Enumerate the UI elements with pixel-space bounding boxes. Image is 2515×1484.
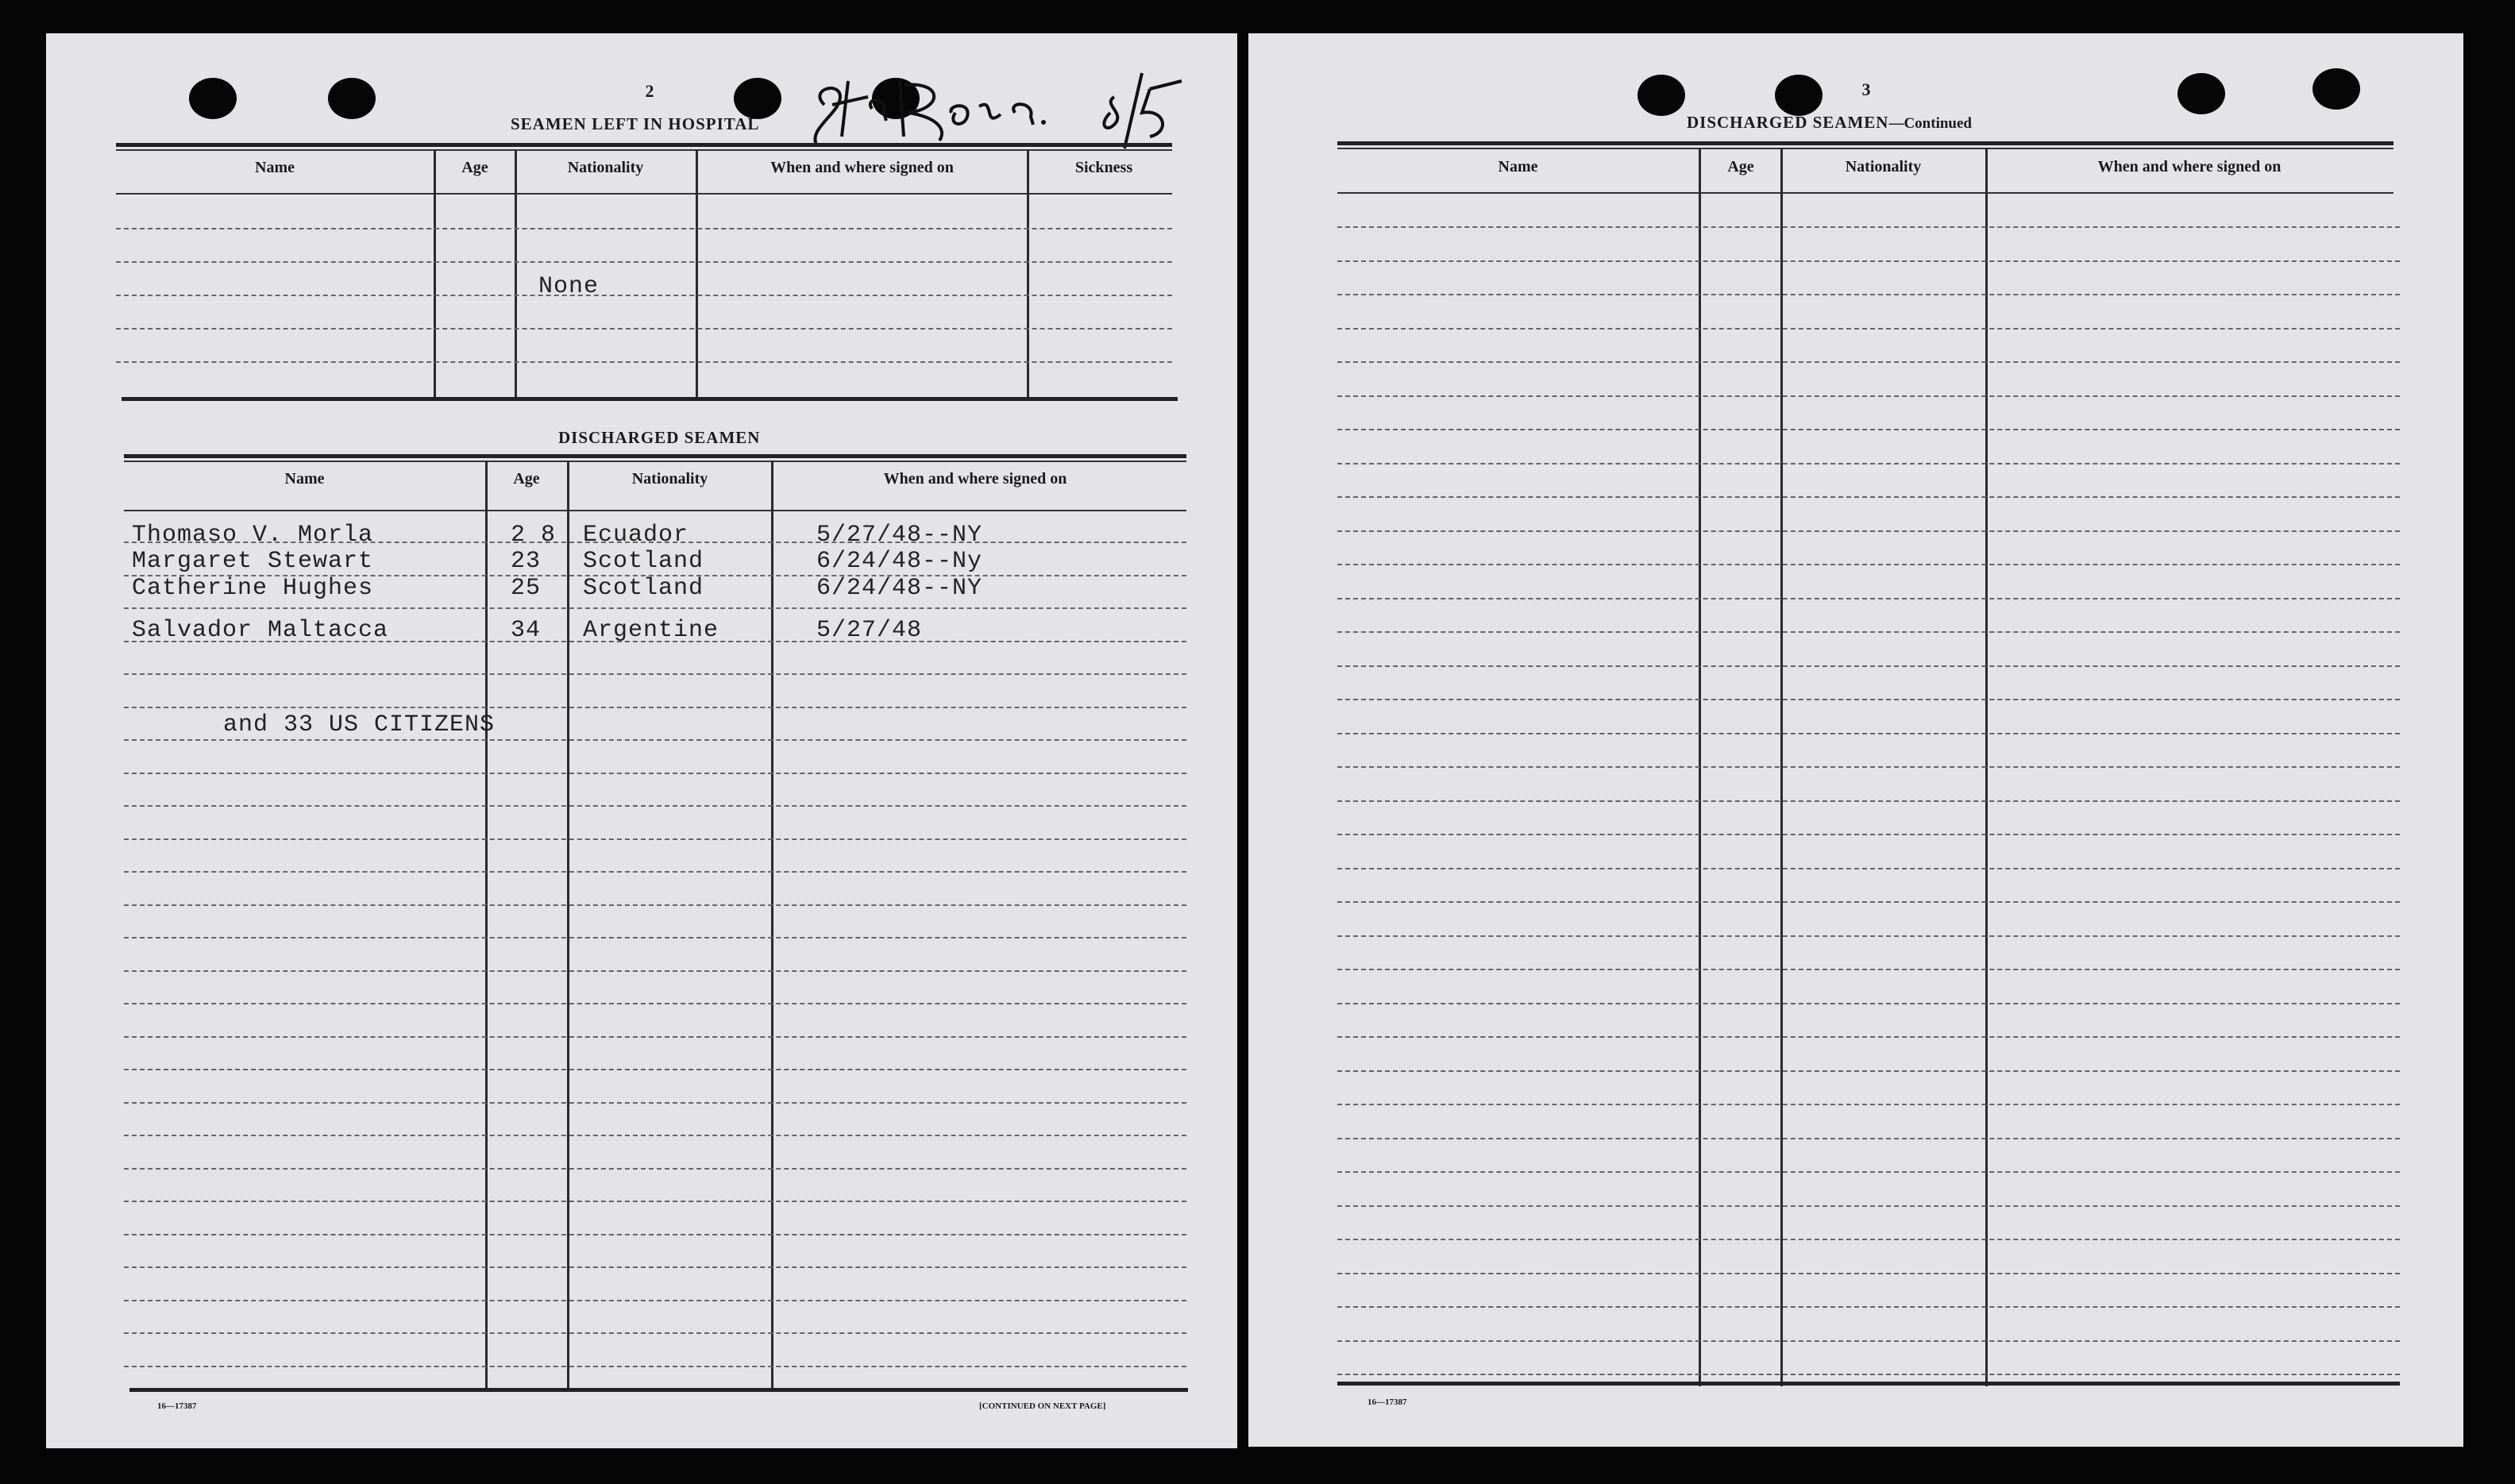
column-divider xyxy=(771,461,773,1391)
column-divider xyxy=(567,461,569,1391)
punch-hole xyxy=(189,78,237,119)
form-number: 16—17387 xyxy=(157,1401,197,1411)
column-header-sickness: Sickness xyxy=(1074,159,1133,176)
ruled-line xyxy=(1337,1205,2400,1207)
ruled-line xyxy=(1337,1374,2400,1375)
table-rule xyxy=(1337,1382,2400,1386)
column-header-name: Name xyxy=(284,470,325,488)
punch-hole xyxy=(734,78,781,119)
ruled-line xyxy=(1337,1273,2400,1274)
column-header-signed-on: When and where signed on xyxy=(883,470,1067,488)
table-rule xyxy=(1337,148,2393,149)
ruled-line xyxy=(124,1003,1186,1004)
table-rule xyxy=(116,193,1172,195)
ruled-line xyxy=(1337,429,2400,430)
column-header-nationality: Nationality xyxy=(567,159,644,176)
column-header-name: Name xyxy=(1498,158,1538,175)
table-rule xyxy=(122,397,1178,401)
cell-name: Margaret Stewart xyxy=(132,548,374,575)
cell-nationality: Scotland xyxy=(583,548,704,575)
ruled-line xyxy=(124,1266,1186,1268)
ruled-line xyxy=(124,607,1186,609)
table-rule xyxy=(1337,141,2393,145)
column-header-age: Age xyxy=(513,470,540,488)
ruled-line xyxy=(124,937,1186,939)
cell-age: 34 xyxy=(511,617,542,644)
table-rule xyxy=(116,149,1172,151)
ruled-line xyxy=(116,361,1172,363)
cell-signed-on: 5/27/48--NY xyxy=(816,522,983,549)
column-divider xyxy=(485,461,488,1391)
heading-main: DISCHARGED SEAMEN xyxy=(1687,113,1889,132)
ruled-line xyxy=(1337,733,2400,734)
ruled-line xyxy=(124,1300,1186,1301)
page-number: 2 xyxy=(645,81,654,101)
ruled-line xyxy=(1337,1070,2400,1072)
table-rule xyxy=(124,510,1186,511)
ruled-line xyxy=(1337,665,2400,667)
ruled-line xyxy=(1337,935,2400,937)
table-rule xyxy=(129,1388,1188,1392)
ruled-line xyxy=(124,773,1186,774)
heading-suffix: —Continued xyxy=(1888,115,1972,132)
left-page xyxy=(46,33,1237,1448)
ruled-line xyxy=(1337,766,2400,768)
ruled-line xyxy=(1337,834,2400,835)
ruled-line xyxy=(1337,361,2400,363)
ruled-line xyxy=(1337,496,2400,498)
page-number: 3 xyxy=(1861,79,1871,99)
cell-signed-on: 6/24/48--NY xyxy=(816,575,983,602)
ruled-line xyxy=(1337,1239,2400,1240)
hospital-entry: None xyxy=(538,273,600,300)
cell-nationality: Argentine xyxy=(583,617,719,644)
table-rule xyxy=(124,461,1186,462)
ruled-line xyxy=(1337,901,2400,903)
ruled-line xyxy=(124,1168,1186,1170)
ruled-line xyxy=(1337,226,2400,228)
ruled-line xyxy=(1337,1171,2400,1173)
ruled-line xyxy=(116,295,1172,296)
ruled-line xyxy=(124,1201,1186,1202)
ruled-line xyxy=(1337,463,2400,464)
ruled-line xyxy=(124,838,1186,840)
ruled-line xyxy=(116,328,1172,330)
cell-age: 25 xyxy=(511,575,542,602)
table-rule xyxy=(1337,192,2393,194)
cell-name: Catherine Hughes xyxy=(132,575,374,602)
cell-nationality: Scotland xyxy=(583,575,704,602)
punch-hole xyxy=(1775,75,1823,116)
column-header-name: Name xyxy=(255,159,295,176)
ruled-line xyxy=(1337,598,2400,599)
ruled-line xyxy=(1337,395,2400,397)
discharged-heading: DISCHARGED SEAMEN xyxy=(558,428,761,447)
ruled-line xyxy=(124,707,1186,708)
cell-signed-on: 6/24/48--Ny xyxy=(816,548,983,575)
ruled-line xyxy=(124,970,1186,972)
ruled-line xyxy=(1337,969,2400,970)
ruled-line xyxy=(1337,530,2400,532)
ruled-line xyxy=(1337,1306,2400,1308)
ruled-line xyxy=(1337,294,2400,295)
ruled-line xyxy=(124,739,1186,741)
ruled-line xyxy=(1337,1104,2400,1105)
ruled-line xyxy=(1337,564,2400,565)
cell-age: 2 8 xyxy=(511,522,557,549)
ruled-line xyxy=(124,1135,1186,1136)
ruled-line xyxy=(1337,260,2400,262)
ruled-line xyxy=(124,871,1186,873)
discharged-continued-heading xyxy=(1687,113,1972,133)
ruled-line xyxy=(124,1234,1186,1235)
ruled-line xyxy=(1337,699,2400,700)
column-header-signed-on: When and where signed on xyxy=(2097,158,2282,175)
cell-name: Salvador Maltacca xyxy=(132,617,389,644)
ruled-line xyxy=(116,228,1172,229)
punch-hole xyxy=(2312,68,2360,110)
hospital-heading: SEAMEN LEFT IN HOSPITAL xyxy=(511,114,760,133)
cell-nationality: Ecuador xyxy=(583,522,689,549)
table-rule xyxy=(116,143,1172,147)
ruled-line xyxy=(124,1366,1186,1367)
ruled-line xyxy=(1337,1036,2400,1038)
cell-signed-on: 5/27/48 xyxy=(816,617,923,644)
column-header-signed-on: When and where signed on xyxy=(770,159,954,176)
ruled-line xyxy=(124,1036,1186,1038)
punch-hole xyxy=(1637,75,1685,116)
ruled-line xyxy=(124,1069,1186,1070)
column-header-nationality: Nationality xyxy=(631,470,708,488)
ruled-line xyxy=(116,261,1172,263)
ruled-line xyxy=(1337,1003,2400,1004)
continued-note: [CONTINUED ON NEXT PAGE] xyxy=(979,1401,1106,1411)
ruled-line xyxy=(1337,631,2400,633)
ruled-line xyxy=(124,673,1186,675)
ruled-line xyxy=(124,805,1186,807)
ruled-line xyxy=(1337,1138,2400,1139)
ruled-line xyxy=(1337,328,2400,330)
column-header-age: Age xyxy=(1727,158,1754,175)
ruled-line xyxy=(1337,800,2400,802)
ruled-line xyxy=(124,1102,1186,1104)
ruled-line xyxy=(124,904,1186,906)
ruled-line xyxy=(1337,868,2400,869)
citizens-note: and 33 US CITIZENS xyxy=(223,711,496,738)
ruled-line xyxy=(124,1332,1186,1334)
cell-age: 23 xyxy=(511,548,542,575)
punch-hole xyxy=(2177,73,2225,114)
form-number: 16—17387 xyxy=(1367,1397,1407,1407)
column-header-age: Age xyxy=(461,159,488,176)
ruled-line xyxy=(1337,1340,2400,1342)
right-page xyxy=(1248,33,2463,1447)
column-header-nationality: Nationality xyxy=(1845,158,1922,175)
punch-hole xyxy=(328,78,376,119)
cell-name: Thomaso V. Morla xyxy=(132,522,374,549)
table-rule xyxy=(124,454,1186,458)
